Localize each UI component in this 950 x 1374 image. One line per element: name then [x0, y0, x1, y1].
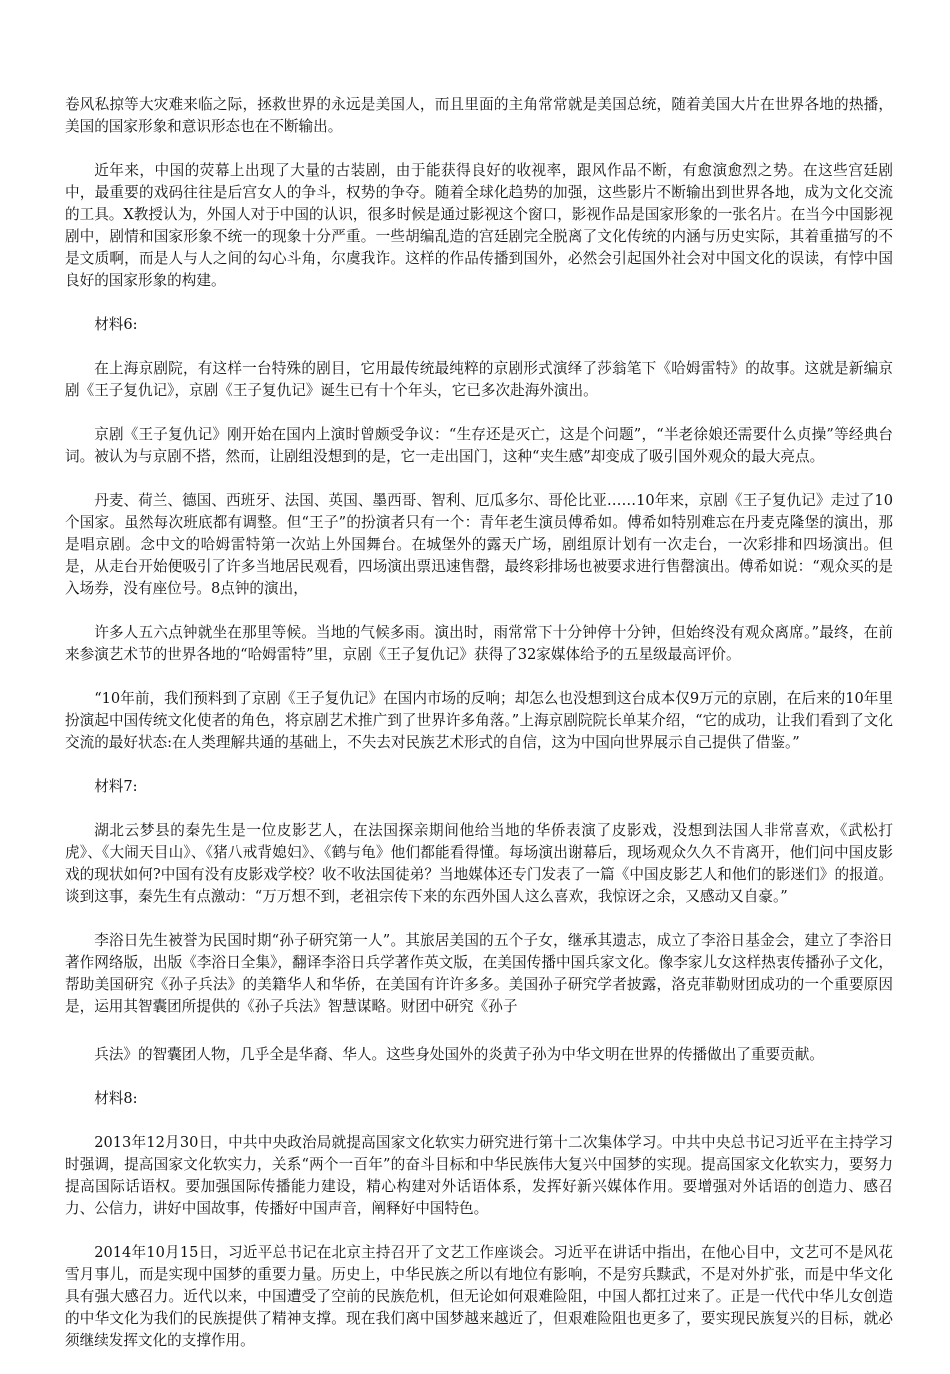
paragraph-shadow-puppetry: 湖北云梦县的秦先生是一位皮影艺人，在法国探亲期间他给当地的华侨表演了皮影戏，没想到法国人非常喜欢，《武松打虎》、《大闹天目山》、《猪八戒背媳妇》、《鹤与龟》他们都能看得懂。每场演出谢幕后，现场观众久久不肯离开，他们问中国皮影戏的现状如何?中国有没有皮影戏学校？收不收法国徒弟？当地媒体还专门发表了一篇《中国皮影艺人和他们的影迷们》的报道。谈到这事，秦先生有点激动：“万万想不到，老祖宗传下来的东西外国人这么喜欢，我惊讶之余，又感动又自豪。”	[65, 822, 893, 905]
paragraph-controversy: 京剧《王子复仇记》刚开始在国内上演时曾颇受争议：“生存还是灭亡，这是个问题”，“半老徐娘还需要什么贞操”等经典台词。被认为与京剧不搭，然而，让剧组没想到的是，它一走出国门，这种“夹生感”却变成了吸引国外观众的最大亮点。	[65, 426, 893, 465]
heading-material-8: 材料8:	[94, 1090, 138, 1107]
paragraph-sunzi-continued: 兵法》的智囊团人物，几乎全是华裔、华人。这些身处国外的炎黄子孙为中华文明在世界的传播做出了重要贡献。	[94, 1046, 824, 1063]
document-body	[65, 94, 893, 1374]
paragraph-director-quote: “10年前，我们预料到了京剧《王子复仇记》在国内市场的反响；却怎么也没想到这台成本仅9万元的京剧，在后来的10年里扮演起中国传统文化使者的角色，将京剧艺术推广到了世界许多角落。”上海京剧院院长单某介绍，“它的成功，让我们看到了文化交流的最好状态:在人类理解共通的基础上，不失去对民族艺术形式的自信，这为中国向世界展示自己提供了借鉴。”	[65, 690, 893, 751]
heading-material-7: 材料7:	[94, 778, 138, 795]
paragraph-li-yuri: 李浴日先生被誉为民国时期“孙子研究第一人”。其旅居美国的五个子女，继承其遗志，成立了李浴日基金会，建立了李浴日著作网络版，出版《李浴日全集》，翻译李浴日兵学著作英文版，在美国传播中国兵家文化。像李家儿女这样热衷传播孙子文化，帮助美国研究《孙子兵法》的美籍华人和华侨，在美国有许许多多。美国孙子研究学者披露，洛克菲勒财团成功的一个重要原因是，运用其智囊团所提供的《孙子兵法》智慧谋略。财团中研究《孙子	[65, 932, 893, 1015]
paragraph-shanghai-opera: 在上海京剧院，有这样一台特殊的剧目，它用最传统最纯粹的京剧形式演绎了莎翁笔下《哈姆雷特》的故事。这就是新编京剧《王子复仇记》，京剧《王子复仇记》诞生已有十个年头，它已多次赴海外演出。	[65, 360, 893, 399]
paragraph-arts-forum-2014: 2014年10月15日，习近平总书记在北京主持召开了文艺工作座谈会。习近平在讲话中指出，在他心目中，文艺可不是风花雪月事儿，而是实现中国梦的重要力量。历史上，中华民族之所以有地位有影响，不是穷兵黩武，不是对外扩张，而是中华文化具有强大感召力。近代以来，中国遭受了空前的民族危机，但无论如何艰难险阻，中国人都扛过来了。正是一代代中华儿女创造的中华文化为我们的民族提供了精神支撑。现在我们离中国梦越来越近了，但艰难险阻也更多了，要实现民族复兴的目标，就必须继续发挥文化的支撑作用。	[65, 1244, 893, 1349]
heading-material-6: 材料6:	[94, 316, 138, 333]
paragraph-ten-countries: 丹麦、荷兰、德国、西班牙、法国、英国、墨西哥、智利、厄瓜多尔、哥伦比亚……10年来，京剧《王子复仇记》走过了10个国家。虽然每次班底都有调整。但“王子”的扮演者只有一个：青年老生演员傅希如。傅希如特别难忘在丹麦克隆堡的演出，那是唱京剧。念中文的哈姆雷特第一次站上外国舞台。在城堡外的露天广场，剧组原计划有一次走台，一次彩排和四场演出。但是，从走台开始便吸引了许多当地居民观看，四场演出票迅速售罄，最终彩排场也被要求进行售罄演出。傅希如说：“观众买的是入场券，没有座位号。8点钟的演出，	[65, 492, 893, 597]
paragraph-soft-power-2013: 2013年12月30日，中共中央政治局就提高国家文化软实力研究进行第十二次集体学习。中共中央总书记习近平在主持学习时强调，提高国家文化软实力，关系“两个一百年”的奋斗目标和中华民族伟大复兴中国梦的实现。提高国家文化软实力，要努力提高国际话语权。要加强国际传播能力建设，精心构建对外话语体系，发挥好新兴媒体作用。要增强对外话语的创造力、感召力、公信力，讲好中国故事，传播好中国声音，阐释好中国特色。	[65, 1134, 893, 1217]
paragraph-audience-waiting: 许多人五六点钟就坐在那里等候。当地的气候多雨。演出时，雨常常下十分钟停十分钟，但始终没有观众离席。”最终，在前来参演艺术节的世界各地的“哈姆雷特”里，京剧《王子复仇记》获得了32家媒体给予的五星级最高评价。	[65, 624, 893, 663]
paragraph-continued-hollywood: 卷风私掠等大灾难来临之际，拯救世界的永远是美国人，而且里面的主角常常就是美国总统，随着美国大片在世界各地的热播，美国的国家形象和意识形态也在不断输出。	[65, 96, 893, 135]
paragraph-costume-drama: 近年来，中国的荧幕上出现了大量的古装剧，由于能获得良好的收视率，跟风作品不断，有愈演愈烈之势。在这些宫廷剧中，最重要的戏码往往是后宫女人的争斗，权势的争夺。随着全球化趋势的加强，这些影片不断输出到世界各地，成为文化交流的工具。X教授认为，外国人对于中国的认识，很多时候是通过影视这个窗口，影视作品是国家形象的一张名片。在当今中国影视剧中，剧情和国家形象不统一的现象十分严重。一些胡编乱造的宫廷剧完全脱离了文化传统的内涵与历史实际，其着重描写的不是文质啊，而是人与人之间的勾心斗角，尔虞我诈。这样的作品传播到国外，必然会引起国外社会对中国文化的误读，有悖中国良好的国家形象的构建。	[65, 162, 893, 289]
